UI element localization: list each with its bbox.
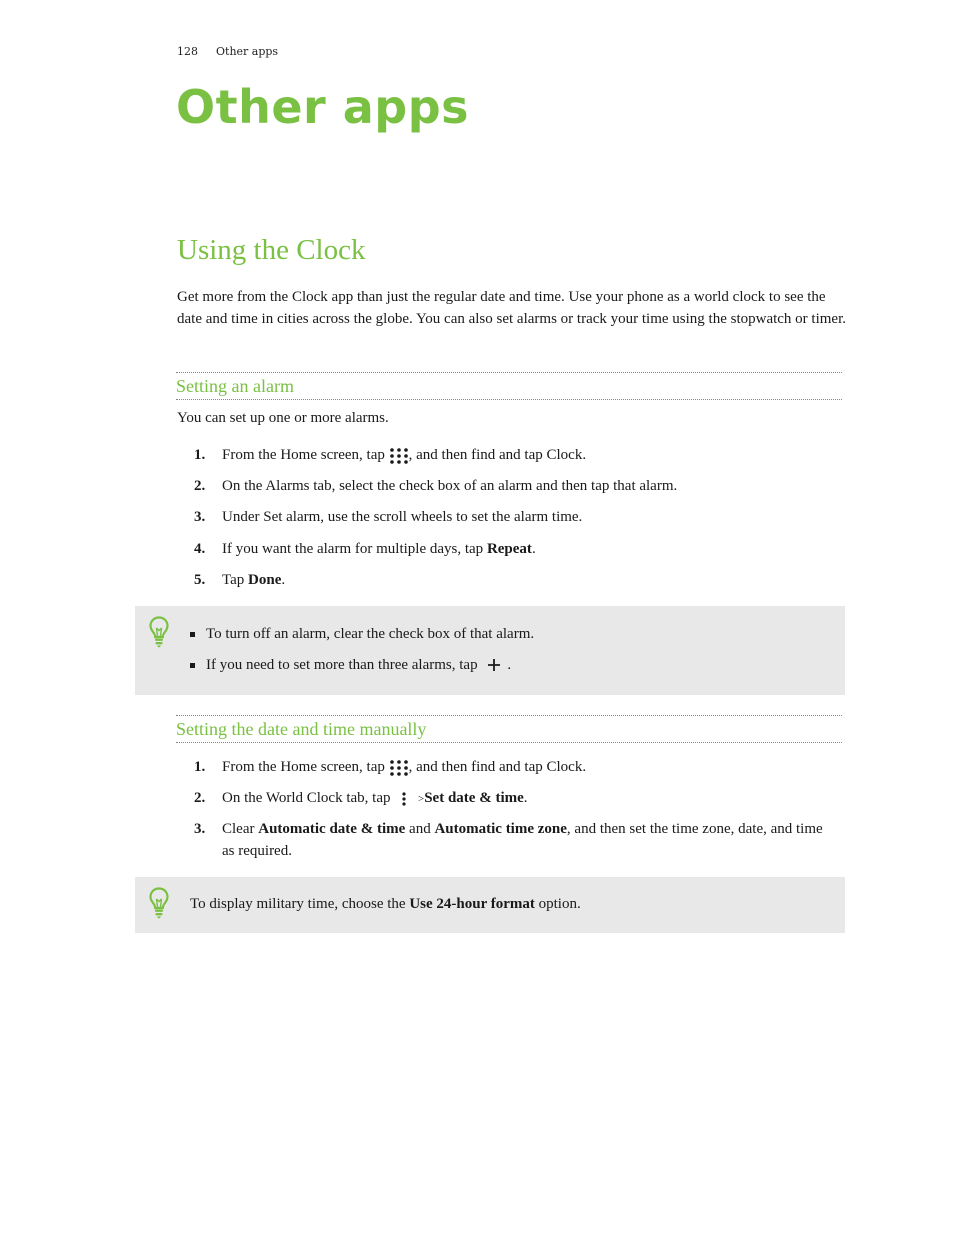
page-number: 128	[177, 45, 198, 58]
header-chapter: Other apps	[216, 45, 279, 58]
list-item: If you need to set more than three alarms, tap .	[190, 654, 534, 676]
apps-grid-icon	[389, 759, 409, 777]
alarm-heading: Setting an alarm	[176, 372, 842, 400]
datetime-tip-text: To display military time, choose the Use 24-hour format option.	[190, 896, 581, 912]
plus-icon	[487, 658, 501, 672]
alarm-tip-box	[135, 606, 845, 695]
section-title: Using the Clock	[177, 234, 366, 266]
datetime-heading: Setting the date and time manually	[176, 715, 842, 743]
more-vertical-icon	[394, 791, 414, 807]
lightbulb-icon	[149, 616, 169, 648]
chapter-title: Other apps	[176, 80, 470, 134]
page-header	[177, 45, 278, 58]
apps-grid-icon	[389, 447, 409, 465]
alarm-tips	[190, 623, 534, 676]
intro-paragraph: Get more from the Clock app than just the regular date and time. Use your phone as a world clock to see the date and time in cities across the globe. You can also set alarms or track your time using the stopwatch or timer.	[177, 289, 847, 327]
datetime-tip-box	[135, 877, 845, 933]
lightbulb-icon	[149, 887, 169, 919]
alarm-intro: You can set up one or more alarms.	[177, 410, 389, 426]
list-item: To turn off an alarm, clear the check box of that alarm.	[190, 623, 534, 645]
